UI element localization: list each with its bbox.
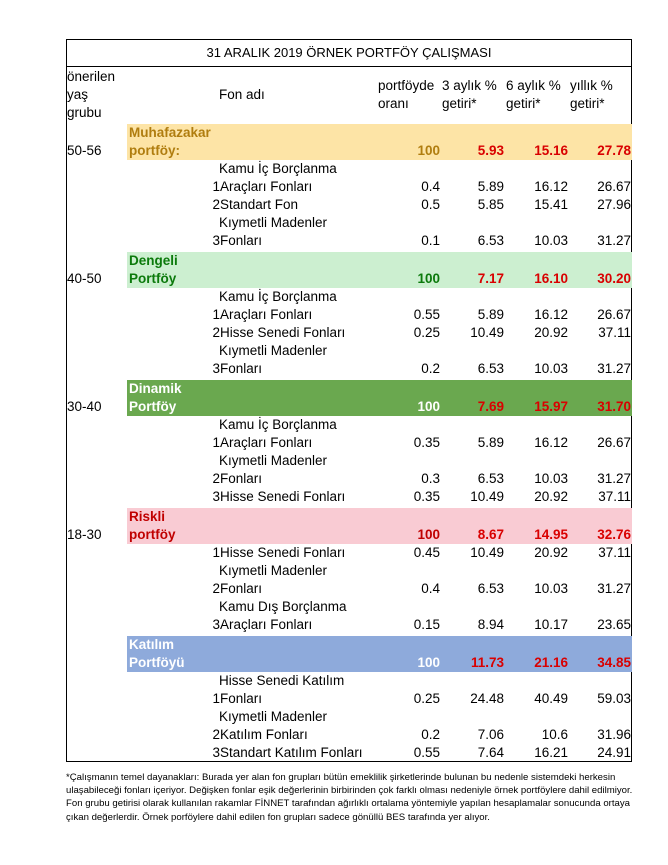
fund-return-6m: 16.12	[534, 435, 568, 450]
fund-row-number: 3	[212, 617, 220, 632]
portfolio-return-3m: 8.67	[477, 527, 504, 542]
portfolio-return-12m: 31.70	[597, 399, 631, 414]
portfolio-age-group: 18-30	[67, 527, 102, 542]
fund-return-12m: 37.11	[598, 325, 631, 340]
portfolio-share: 100	[417, 271, 440, 286]
fund-name: Fonları	[220, 361, 263, 376]
portfolio-name: Riskli	[129, 509, 166, 524]
fund-name: Kıymetli Madenler	[219, 343, 328, 358]
fund-return-12m: 23.65	[597, 617, 631, 632]
fund-return-12m: 31.27	[597, 581, 631, 596]
fund-name: Kıymetli Madenler	[219, 709, 328, 724]
fund-name: Fonları	[220, 233, 263, 248]
header-age-line-1: önerilen	[67, 69, 116, 84]
portfolio-share: 100	[417, 399, 440, 414]
fund-return-3m: 7.06	[477, 727, 504, 742]
portfolio-name: portföy:	[129, 143, 180, 158]
fund-name: Fonları	[220, 691, 263, 706]
fund-share: 0.55	[413, 745, 440, 760]
header-ret6-line-1: 6 aylık %	[506, 78, 561, 93]
portfolio-return-12m: 32.76	[597, 527, 631, 542]
fund-name: Kıymetli Madenler	[219, 453, 328, 468]
portfolio-age-group: 30-40	[67, 399, 102, 414]
fund-return-12m: 27.96	[597, 197, 631, 212]
fund-row-number: 1	[212, 435, 220, 450]
portfolio-share: 100	[417, 655, 440, 670]
fund-return-6m: 10.03	[534, 233, 568, 248]
fund-return-6m: 15.41	[534, 197, 568, 212]
fund-return-3m: 10.49	[470, 545, 504, 560]
fund-name: Kamu İç Borçlanma	[219, 161, 337, 176]
fund-name: Standart Katılım Fonları	[220, 745, 363, 760]
fund-return-12m: 59.03	[597, 691, 631, 706]
fund-row-number: 1	[212, 307, 220, 322]
fund-return-12m: 31.27	[597, 233, 631, 248]
portfolio-name: Katılım	[129, 637, 175, 652]
fund-return-3m: 6.53	[477, 233, 504, 248]
fund-return-12m: 31.27	[597, 471, 631, 486]
portfolio-return-12m: 27.78	[597, 143, 631, 158]
fund-share: 0.4	[421, 581, 440, 596]
fund-name: Katılım Fonları	[220, 727, 308, 742]
fund-row-number: 2	[212, 197, 220, 212]
fund-return-12m: 37.11	[598, 489, 631, 504]
portfolio-age-group: 40-50	[67, 271, 102, 286]
fund-share: 0.25	[413, 691, 440, 706]
header-ret3-line-1: 3 aylık %	[442, 78, 497, 93]
portfolio-name: Portföyü	[129, 655, 185, 670]
header-fund-name: Fon adı	[219, 87, 265, 102]
portfolio-return-6m: 15.97	[534, 399, 568, 414]
fund-name: Kamu İç Borçlanma	[219, 417, 337, 432]
fund-return-3m: 7.64	[477, 745, 504, 760]
fund-share: 0.15	[413, 617, 440, 632]
fund-share: 0.3	[421, 471, 440, 486]
fund-return-12m: 24.91	[597, 745, 631, 760]
fund-return-6m: 20.92	[534, 325, 568, 340]
fund-return-3m: 6.53	[477, 471, 504, 486]
fund-name: Fonları	[220, 471, 263, 486]
portfolio-return-6m: 14.95	[534, 527, 568, 542]
fund-return-3m: 5.89	[477, 179, 504, 194]
fund-name: Araçları Fonları	[220, 435, 313, 450]
portfolio-name: portföy	[129, 527, 176, 542]
fund-name: Hisse Senedi Katılım	[219, 673, 345, 688]
fund-name: Hisse Senedi Fonları	[220, 489, 346, 504]
fund-return-3m: 24.48	[470, 691, 504, 706]
header-age-line-2: yaş	[67, 87, 89, 102]
fund-row-number: 2	[212, 581, 220, 596]
fund-return-6m: 20.92	[534, 489, 568, 504]
fund-return-6m: 10.03	[534, 581, 568, 596]
portfolio-name: Dinamik	[129, 381, 182, 396]
portfolio-name: Portföy	[129, 399, 177, 414]
fund-name: Fonları	[220, 581, 263, 596]
portfolio-return-6m: 16.10	[534, 271, 568, 286]
fund-name: Kıymetli Madenler	[219, 563, 328, 578]
portfolio-return-3m: 5.93	[477, 143, 504, 158]
fund-row-number: 3	[212, 233, 220, 248]
fund-name: Kamu İç Borçlanma	[219, 289, 337, 304]
header-ret3-line-2: getiri*	[442, 96, 477, 111]
fund-row-number: 2	[212, 325, 220, 340]
portfolio-age-group: 50-56	[67, 143, 102, 158]
fund-name: Hisse Senedi Fonları	[220, 545, 346, 560]
fund-share: 0.4	[421, 179, 440, 194]
fund-return-6m: 10.03	[534, 471, 568, 486]
fund-return-6m: 16.12	[534, 307, 568, 322]
fund-name: Araçları Fonları	[220, 179, 313, 194]
portfolio-return-3m: 7.69	[477, 399, 504, 414]
fund-return-6m: 16.21	[534, 745, 568, 760]
fund-return-3m: 5.89	[477, 307, 504, 322]
fund-name: Hisse Senedi Fonları	[220, 325, 346, 340]
portfolio-share: 100	[417, 527, 440, 542]
fund-row-number: 3	[212, 745, 220, 760]
portfolio-return-6m: 15.16	[534, 143, 568, 158]
fund-share: 0.2	[421, 361, 440, 376]
fund-row-number: 3	[212, 361, 220, 376]
portfolio-return-6m: 21.16	[534, 655, 568, 670]
fund-return-12m: 26.67	[597, 435, 631, 450]
header-share-line-1: portföyde	[378, 78, 435, 93]
fund-share: 0.55	[413, 307, 440, 322]
fund-share: 0.1	[421, 233, 440, 248]
fund-return-6m: 10.03	[534, 361, 568, 376]
fund-return-3m: 8.94	[477, 617, 504, 632]
footnote: *Çalışmanın temel dayanakları: Burada yer alan fon grupları bütün emeklilik şirketlerinde bulunan bu nedenle sistemdeki herkesin ulaşabileceği fonları içeriyor. Değişken fonlar eşik değerlerinin birbirinden çok farklı olması nedeniyle örnek portföylere dahil edilmiyor. Fon grubu getirisi olarak kullanılan rakamlar FİNNET tarafından ağırlıklı ortalama yöntemiyle yapılan hesaplamalar sonucunda ortaya çıkan değerlerdir. Örnek porföylere dahil edilen fon grupları sadece gönüllü BES tarafında yer alıyor.	[66, 772, 633, 823]
fund-row-number: 1	[212, 691, 220, 706]
fund-return-3m: 5.85	[477, 197, 504, 212]
fund-share: 0.2	[421, 727, 440, 742]
fund-share: 0.5	[421, 197, 440, 212]
portfolio-name: Dengeli	[129, 253, 178, 268]
header-age-line-3: grubu	[67, 105, 102, 120]
fund-return-6m: 20.92	[534, 545, 568, 560]
fund-row-number: 1	[212, 179, 220, 194]
portfolio-return-12m: 34.85	[597, 655, 631, 670]
fund-return-12m: 37.11	[598, 545, 631, 560]
portfolio-share: 100	[417, 143, 440, 158]
fund-row-number: 2	[212, 471, 220, 486]
fund-return-3m: 10.49	[470, 489, 504, 504]
fund-name: Araçları Fonları	[220, 307, 313, 322]
fund-return-3m: 6.53	[477, 581, 504, 596]
fund-return-12m: 31.27	[597, 361, 631, 376]
fund-name: Araçları Fonları	[220, 617, 313, 632]
fund-return-3m: 6.53	[477, 361, 504, 376]
fund-name: Kıymetli Madenler	[219, 215, 328, 230]
header-ret6-line-2: getiri*	[506, 96, 541, 111]
fund-return-3m: 10.49	[470, 325, 504, 340]
fund-return-6m: 10.17	[534, 617, 568, 632]
fund-name: Standart Fon	[220, 197, 299, 212]
fund-name: Kamu Dış Borçlanma	[219, 599, 347, 614]
header-share-line-2: oranı	[378, 96, 409, 111]
fund-share: 0.35	[413, 489, 440, 504]
fund-return-6m: 10.6	[541, 727, 568, 742]
fund-row-number: 2	[212, 727, 220, 742]
fund-row-number: 3	[212, 489, 220, 504]
portfolio-name: Portföy	[129, 271, 177, 286]
fund-return-3m: 5.89	[477, 435, 504, 450]
portfolio-return-12m: 30.20	[597, 271, 631, 286]
fund-share: 0.45	[413, 545, 440, 560]
fund-return-12m: 26.67	[597, 179, 631, 194]
header-ret12-line-1: yıllık %	[570, 78, 613, 93]
fund-row-number: 1	[212, 545, 220, 560]
portfolio-return-3m: 11.73	[470, 655, 504, 670]
header-ret12-line-2: getiri*	[570, 96, 605, 111]
fund-return-6m: 16.12	[534, 179, 568, 194]
fund-return-12m: 26.67	[597, 307, 631, 322]
fund-return-6m: 40.49	[534, 691, 568, 706]
fund-return-12m: 31.96	[597, 727, 631, 742]
fund-share: 0.25	[413, 325, 440, 340]
page-title: 31 ARALIK 2019 ÖRNEK PORTFÖY ÇALIŞMASI	[66, 39, 632, 67]
fund-share: 0.35	[413, 435, 440, 450]
portfolio-return-3m: 7.17	[477, 271, 504, 286]
portfolio-name: Muhafazakar	[129, 125, 211, 140]
